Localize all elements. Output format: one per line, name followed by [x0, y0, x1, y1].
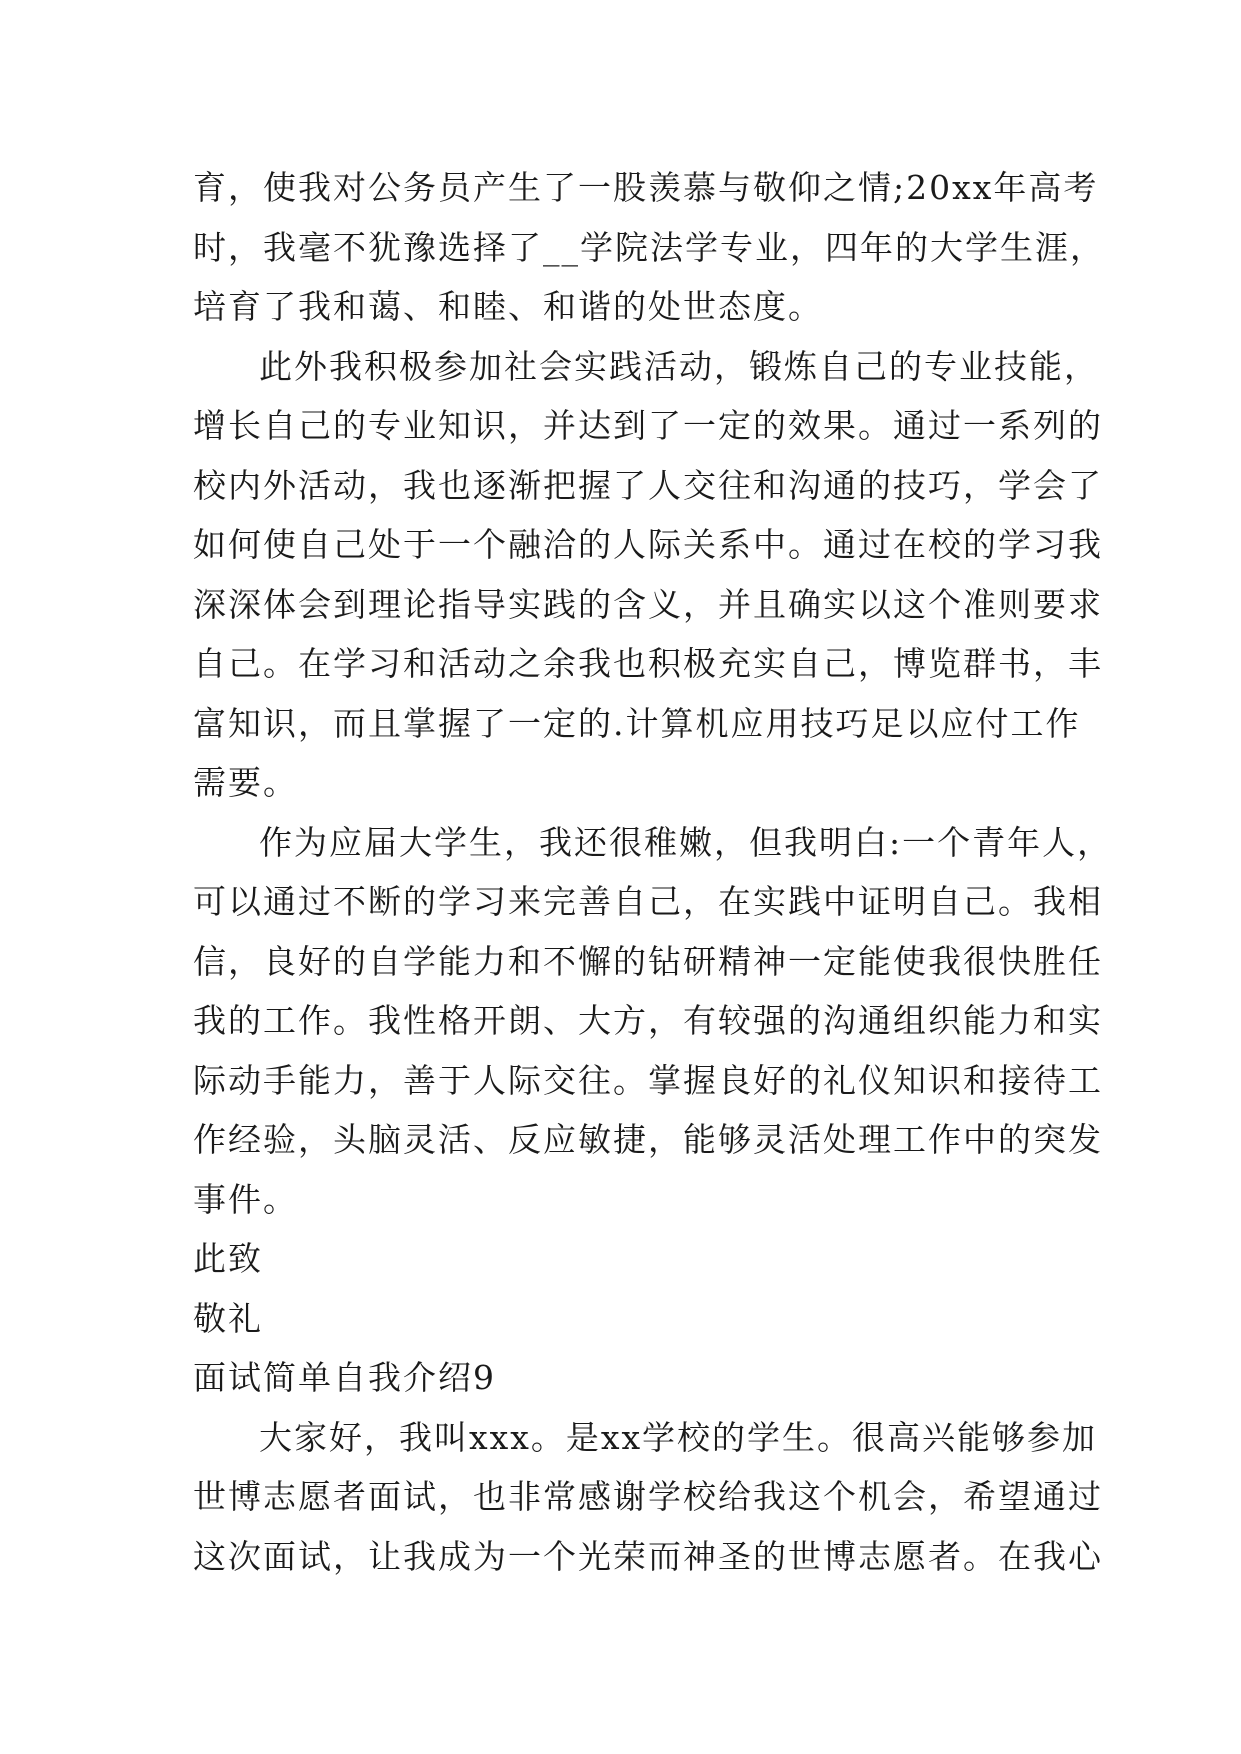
- text-line: 我的工作。我性格开朗、大方，有较强的沟通组织能力和实: [193, 1001, 1103, 1040]
- text-line: 时，我毫不犹豫选择了__学院法学专业，四年的大学生涯，: [193, 227, 1105, 267]
- paragraph-first-line: 此外我积极参加社会实践活动，锻炼自己的专业技能，: [259, 346, 1099, 386]
- paragraph-first-line: 作为应届大学生，我还很稚嫩，但我明白:一个青年人，: [259, 822, 1113, 862]
- text-line: 增长自己的专业知识，并达到了一定的效果。通过一系列的: [193, 406, 1103, 445]
- closing-salutation: 敬礼: [193, 1298, 263, 1338]
- text-line: 富知识，而且掌握了一定的.计算机应用技巧足以应付工作: [193, 703, 1081, 743]
- text-line: 深深体会到理论指导实践的含义，并且确实以这个准则要求: [193, 584, 1103, 624]
- text-line: 培育了我和蔼、和睦、和谐的处世态度。: [193, 287, 823, 326]
- text-line: 如何使自己处于一个融洽的人际关系中。通过在校的学习我: [193, 525, 1103, 564]
- text-line: 校内外活动，我也逐渐把握了人交往和沟通的技巧，学会了: [193, 465, 1103, 505]
- text-line: 这次面试，让我成为一个光荣而神圣的世博志愿者。在我心: [193, 1536, 1103, 1576]
- closing-line: 此致: [193, 1239, 263, 1278]
- text-line: 需要。: [193, 763, 298, 802]
- text-line: 作经验，头脑灵活、反应敏捷，能够灵活处理工作中的突发: [193, 1120, 1103, 1159]
- paragraph-first-line: 大家好，我叫xxx。是xx学校的学生。很高兴能够参加: [259, 1417, 1098, 1457]
- text-line: 际动手能力，善于人际交往。掌握良好的礼仪知识和接待工: [193, 1060, 1103, 1100]
- section-heading: 面试简单自我介绍9: [193, 1358, 496, 1397]
- document-body: [193, 158, 1113, 1586]
- text-line: 世博志愿者面试，也非常感谢学校给我这个机会，希望通过: [193, 1477, 1103, 1516]
- text-line: 可以通过不断的学习来完善自己，在实践中证明自己。我相: [193, 882, 1103, 921]
- text-line: 育，使我对公务员产生了一股羡慕与敬仰之情;20xx年高考: [193, 168, 1099, 207]
- text-line: 事件。: [193, 1179, 298, 1219]
- text-line: 信，良好的自学能力和不懈的钻研精神一定能使我很快胜任: [193, 941, 1103, 981]
- text-line: 自己。在学习和活动之余我也积极充实自己，博览群书，丰: [193, 644, 1103, 683]
